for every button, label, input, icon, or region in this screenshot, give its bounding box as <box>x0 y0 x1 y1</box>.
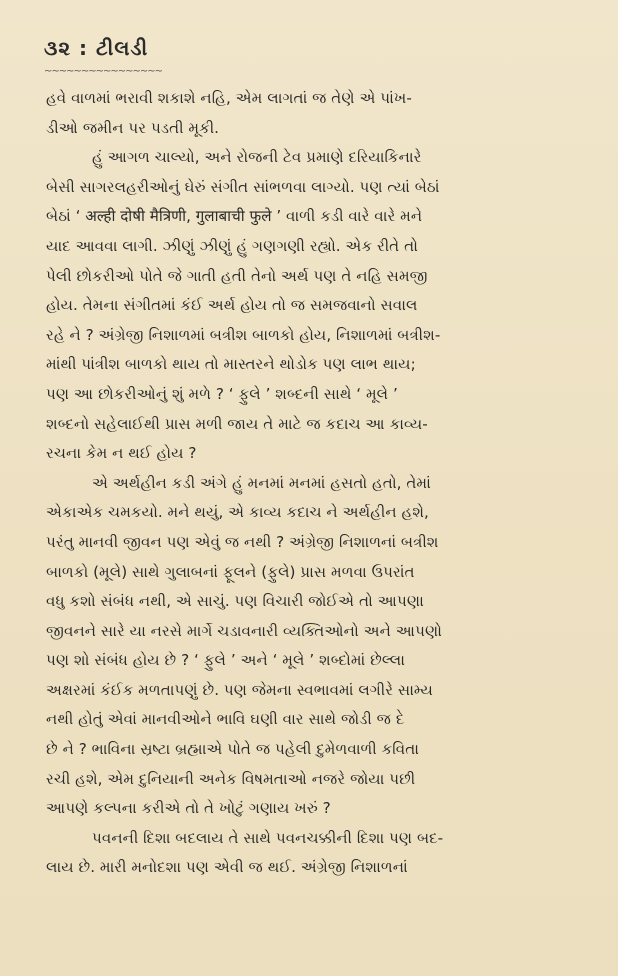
body-text <box>46 84 594 883</box>
text-line: રચી હશે, એમ દુનિયાની અનેક વિષમતાઓ નજરે જોયા પછી <box>46 769 416 788</box>
text-line: બાળકો (મૂલે) સાથે ગુલાબનાં ફૂલને (ફુલે) પ્રાસ મળવા ઉપરાંત <box>46 562 415 581</box>
text-line: પેલી છોકરીઓ પોતે જે ગાતી હતી તેનો અર્થ પણ તે નહિ સમજી <box>46 266 428 285</box>
text-line: રચના કેમ ન થઈ હોય ? <box>46 444 197 463</box>
text-line: હવે વાળમાં ભરાવી શકાશે નહિ, એમ લાગતાં જ તેણે એ પાંખ- <box>46 89 412 107</box>
text-line: નથી હોતું એવાં માનવીઓને ભાવિ ઘણી વાર સાથે જોડી જ દે <box>46 710 405 729</box>
text-line: જીવનને સારે યા નરસે માર્ગે ચડાવનારી વ્યક્તિઓનો અને આપણો <box>46 621 442 640</box>
running-head: ૩૨ : ટીલડી <box>44 36 149 60</box>
paragraph-start-line: પવનની દિશા બદલાય તે સાથે પવનચક્કીની દિશા પણ બદ- <box>92 828 444 847</box>
text-line: બેઠાં ‘ अल्ही दोषी मैत्रिणी, गुलाबाची फुले ’ વાળી કડી વારે વારે મને <box>46 207 423 226</box>
text-line: રહે ને ? અંગ્રેજી નિશાળમાં બત્રીશ બાળકો હોય, નિશાળમાં બત્રીશ- <box>46 325 441 344</box>
text-line: લાય છે. મારી મનોદશા પણ એવી જ થઈ. અંગ્રેજી નિશાળનાં <box>46 858 408 877</box>
text-line: યાદ આવવા લાગી. ઝીણું ઝીણું હું ગણગણી રહ્યો. એક રીતે તો <box>46 236 418 255</box>
text-line: માંથી પાંત્રીશ બાળકો થાય તો માસ્તરને થોડોક પણ લાભ થાય; <box>46 355 416 374</box>
text-line: બેસી સાગરલહરીઓનું ઘેરું સંગીત સાંભળવા લાગ્યો. પણ ત્યાં બેઠાં <box>46 177 440 196</box>
text-line: વધુ કશો સંબંધ નથી, એ સાચું. પણ વિચારી જોઈએ તો આપણા <box>46 592 424 611</box>
text-line: એકાએક ચમકયો. મને થયું, એ કાવ્ય કદાચ ને અર્થહીન હશે, <box>46 503 429 522</box>
header-ornament: ~~~~~~~~~~~~~~~~ <box>44 66 163 77</box>
text-line: પરંતુ માનવી જીવન પણ એવું જ નથી ? અંગ્રેજી નિશાળનાં બત્રીશ <box>46 532 439 551</box>
text-line: પણ શો સંબંધ હોય છે ? ‘ ફુલે ’ અને ‘ મૂલે ’ શબ્દોમાં છેલ્લા <box>46 651 405 670</box>
text-line: આપણે કલ્પના કરીએ તો તે ખોટું ગણાય ખરું ? <box>46 799 331 818</box>
text-line: છે ને ? ભાવિના સ્રષ્ટા બ્રહ્માએ પોતે જ પહેલી દુમેળવાળી કવિતા <box>46 740 419 759</box>
text-line: પણ આ છોકરીઓનું શું મળે ? ‘ ફુલે ’ શબ્દની સાથે ‘ મૂલે ’ <box>46 384 398 403</box>
text-line: શબ્દનો સહેલાઈથી પ્રાસ મળી જાય તે માટે જ કદાચ આ કાવ્ય- <box>46 414 428 433</box>
text-line: ડીઓ જમીન પર પડતી મૂકી. <box>46 118 219 137</box>
text-line: હોય. તેમના સંગીતમાં કંઈ અર્થ હોય તો જ સમજવાનો સવાલ <box>46 296 418 315</box>
paragraph-start-line: એ અર્થહીન કડી અંગે હું મનમાં મનમાં હસતો હતો, તેમાં <box>92 473 431 492</box>
paragraph-start-line: હું આગળ ચાલ્યો, અને રોજની ટેવ પ્રમાણે દરિયાકિનારે <box>92 148 422 167</box>
text-line: અક્ષરમાં કંઈક મળતાપણું છે. પણ જેમના સ્વભાવમાં લગીરે સામ્ય <box>46 680 433 699</box>
